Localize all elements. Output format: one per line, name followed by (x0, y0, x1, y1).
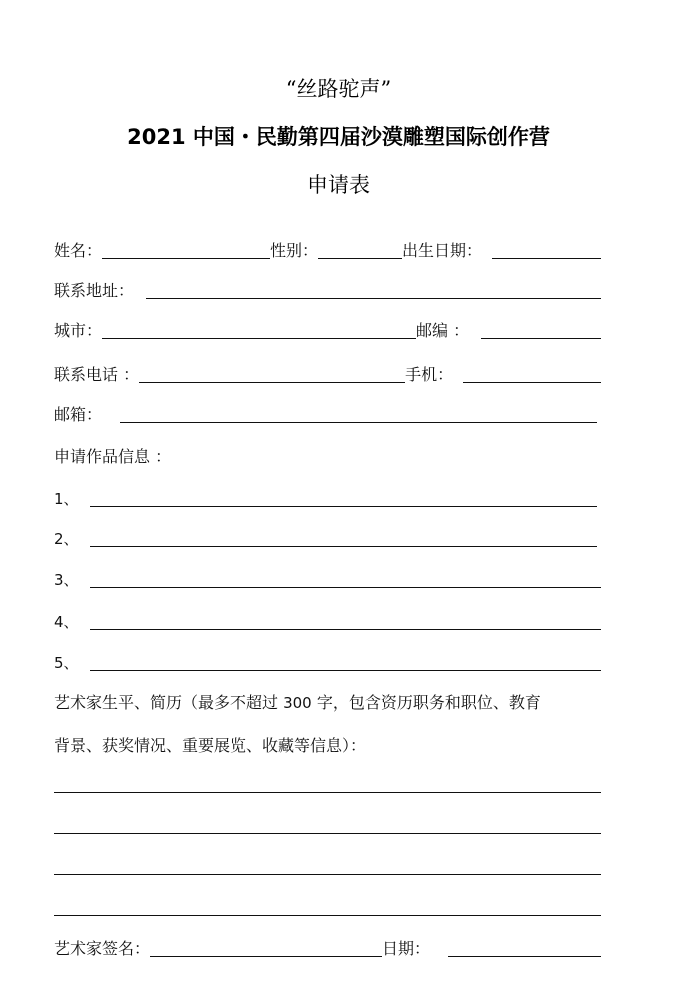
bio-writing-line[interactable] (54, 915, 601, 916)
name-field[interactable] (102, 240, 270, 259)
address-label: 联系地址： (54, 281, 135, 300)
works-heading-row (54, 444, 601, 468)
bio-text-b: 字，包含资历职务和职位、教育 (311, 693, 541, 712)
bio-instruction-line1 (54, 692, 614, 714)
city-field[interactable] (102, 320, 416, 339)
work-item-number: 1、 (54, 490, 79, 508)
bio-instruction-line2: 背景、获奖情况、重要展览、收藏等信息）： (54, 736, 367, 755)
name-label: 姓名： (54, 241, 103, 260)
work-item (54, 609, 601, 633)
phone-field[interactable] (139, 364, 405, 383)
work-item-field[interactable] (90, 569, 601, 588)
work-item-field[interactable] (90, 488, 597, 507)
work-item-number: 4、 (54, 613, 79, 631)
form-title-line2: 2021 中国・民勤第四届沙漠雕塑国际创作营 (127, 125, 550, 149)
bio-writing-line[interactable] (54, 833, 601, 834)
zip-label: 邮编 ： (416, 321, 470, 340)
row-city-zip (54, 318, 601, 342)
work-item-field[interactable] (90, 528, 597, 547)
row-phone-mobile (54, 362, 601, 386)
row-email (54, 402, 601, 426)
work-item-field[interactable] (90, 611, 601, 630)
work-item (54, 567, 601, 591)
bio-writing-line[interactable] (54, 792, 601, 793)
form-title-line3: 申请表 (307, 173, 370, 197)
birth-date-field[interactable] (492, 240, 601, 259)
email-label: 邮箱： (54, 405, 103, 424)
work-item-number: 2、 (54, 530, 79, 548)
work-item-number: 5、 (54, 654, 79, 672)
mobile-label: 手机： (405, 365, 454, 384)
row-signature-date (54, 936, 601, 960)
signature-field[interactable] (150, 938, 382, 957)
work-item-field[interactable] (90, 652, 601, 671)
row-address (54, 278, 601, 302)
work-item (54, 486, 601, 510)
phone-label: 联系电话 ： (54, 365, 140, 384)
mobile-field[interactable] (463, 364, 601, 383)
date-label: 日期： (382, 939, 431, 958)
address-field[interactable] (146, 280, 601, 299)
birth-date-label: 出生日期： (402, 241, 483, 260)
bio-text-a: 艺术家生平、简历（最多不超过 (54, 693, 284, 712)
work-item (54, 650, 601, 674)
work-item (54, 526, 601, 550)
works-heading: 申请作品信息 ： (54, 447, 172, 466)
bio-word-limit: 300 (283, 694, 312, 712)
city-label: 城市： (54, 321, 103, 340)
date-field[interactable] (448, 938, 601, 957)
zip-field[interactable] (481, 320, 601, 339)
form-title-line1: “丝路驼声” (285, 77, 392, 101)
email-field[interactable] (120, 404, 597, 423)
gender-label: 性别： (270, 241, 319, 260)
gender-field[interactable] (318, 240, 402, 259)
signature-label: 艺术家签名： (54, 939, 151, 958)
row-name-gender-birth (54, 238, 601, 262)
work-item-number: 3、 (54, 571, 79, 589)
bio-writing-line[interactable] (54, 874, 601, 875)
